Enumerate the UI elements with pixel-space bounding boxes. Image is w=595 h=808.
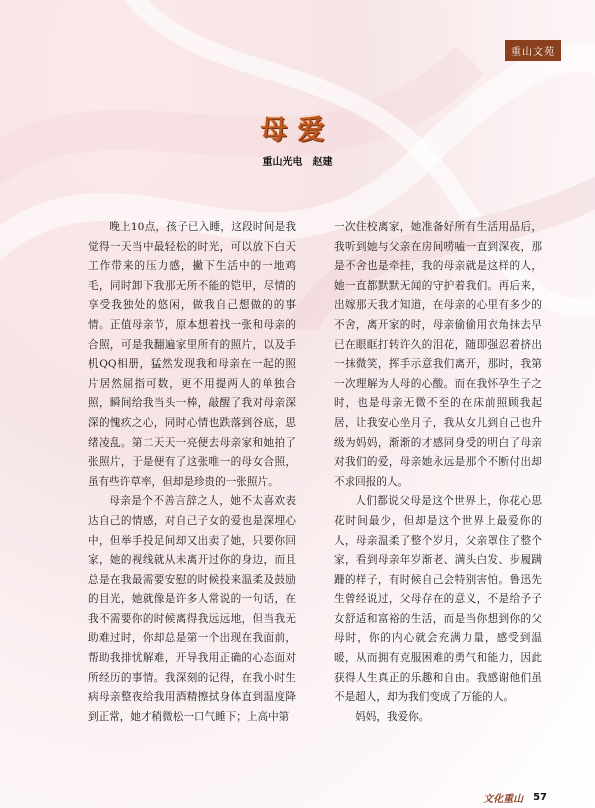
paragraph-continued: 一次住校离家，她准备好所有生活用品后，我听到她与父亲在房间唠嗑一直到深夜，那是不舍也是牵挂，我的母亲就是这样的人，她一直都默默无闻的守护着我们。再后来，出嫁那天我才知道，在母亲的心里有多少的不舍，离开家的时，母亲偷偷用衣角抹去早已在眼眶打转许久的泪花，随即强忍着挤出一抹微笑，挥手示意我们离开，那时，我第一次理解为人母的心酸。而在我怀孕生子之时，也是母亲无微不至的在床前照顾我起居，让我安心坐月子，我从女儿到自己也升级为妈妈，渐渐的才感同身受的明白了母亲对我们的爱，母亲她永远是那个不断付出却不求回报的人。: [334, 221, 542, 488]
article-byline: 重山光电 赵建: [262, 157, 333, 168]
right-column: [334, 218, 542, 727]
paragraph: 人们都说父母是这个世界上，你花心思花时间最少，但却是这个世界上最爱你的人，母亲温柔了整个岁月，父亲罩住了整个家，看到母亲年岁渐老、满头白发、步履蹒跚的样子，有时候自己会特别害怕。鲁迅先生曾经说过，父母存在的意义，不是给予子女舒适和富裕的生活，而是当你想到你的父母时，你的内心就会充满力量，感受到温暖，从而拥有克服困难的勇气和能力，因此获得人生真正的乐趣和自由。我感谢他们虽不是超人，却为我们变成了万能的人。: [334, 495, 542, 704]
page-footer: [483, 790, 547, 805]
title-wrap: [0, 108, 595, 147]
paragraph: 妈妈，我爱你。: [355, 710, 430, 723]
section-tag: 重山文苑: [505, 40, 561, 61]
article-title: 母爱: [260, 115, 335, 146]
article-body: [88, 218, 548, 758]
paragraph: 母亲是个不善言辞之人，她不太喜欢表达自己的情感，对自己子女的爱也是深埋心中，但举手投足间却又出卖了她，只要你回家，她的视线就从未离开过你的身边，而且总是在我最需要安慰的时候投来温柔及鼓励的目光，她就像是许多人常说的一句话，在我不需要你的时候离得我远远地，但当我无助难过时，你却总是第一个出现在我面前，帮助我排忧解难，开导我用正确的心态面对所经历的事情。我深刻的记得，在我小时生病母亲整夜给我用酒精擦拭身体直到温度降到正常，她才稍微松一口气睡下；上高中第: [88, 495, 296, 723]
left-column: [88, 218, 296, 727]
magazine-logo: 文化重山: [483, 794, 524, 805]
paragraph: 晚上10点，孩子已入睡，这段时间是我觉得一天当中最轻松的时光，可以放下白天工作带来的压力感，撇下生活中的一地鸡毛，同时卸下我那无所不能的铠甲，尽情的享受我独处的悠闲，做我自己想做的的事情。正值母亲节，原本想着找一张和母亲的合照，可是我翻遍家里所有的照片，以及手机QQ相册，猛然发现我和母亲在一起的照片居然屈指可数，更不用提两人的单独合照，瞬间给我当头一棒，敲醒了我对母亲深深的愧疚之心，同时心情也跌落到谷底，思绪凌乱。第二天天一亮便去母亲家和她拍了张照片，于是便有了这张唯一的母女合照，虽有些许草率，但却是珍贵的一张照片。: [88, 221, 296, 488]
page-number: 57: [533, 792, 547, 803]
